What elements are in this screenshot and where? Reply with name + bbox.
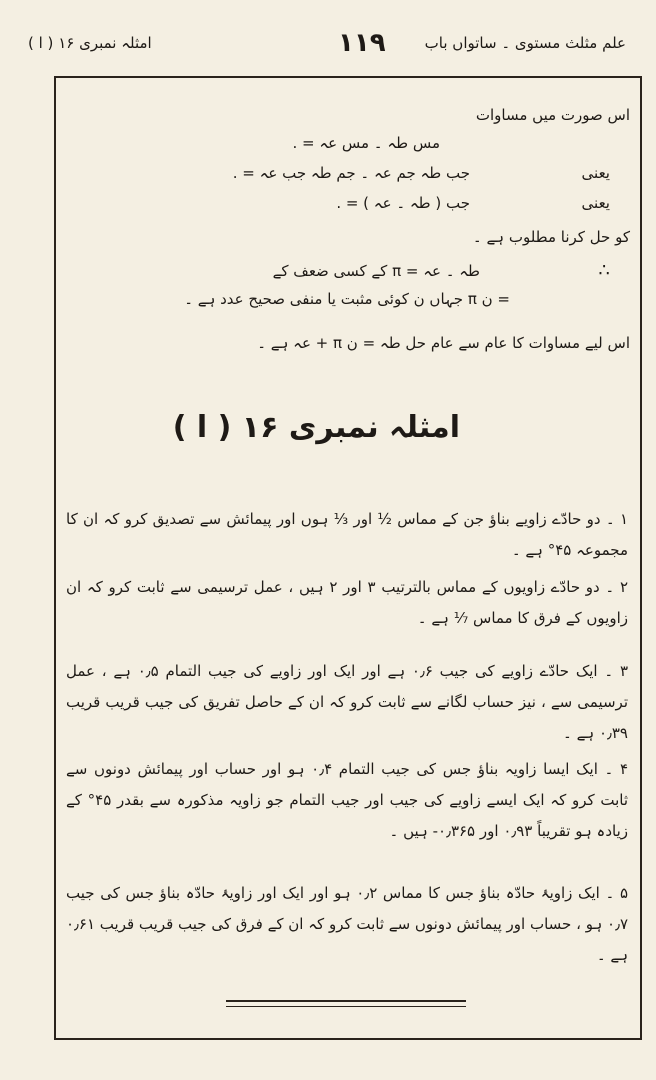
equation-1: مس طہ ۔ مس عہ = . — [292, 134, 440, 152]
equation-5: = ن π جہاں ن کوئی مثبت یا منفی صحیح عدد ہے ۔ — [184, 290, 510, 308]
equation-3: جب ( طہ ۔ عہ ) = . — [336, 194, 470, 212]
equation-label-1: یعنی — [581, 164, 610, 182]
content-frame — [54, 76, 642, 1040]
exercise-1: ۱ ۔ دو حادّے زاویے بناؤ جن کے مماس ½ اور ⅓ ہوں اور پیمائش سے تصدیق کرو کہ ان کا مجموعہ ۴۵° ہے ۔ — [66, 510, 628, 559]
closing-rule-bottom — [226, 1006, 466, 1007]
intro-line-3: اس لیے مساوات کا عام سے عام حل طہ = ن π + عہ ہے ۔ — [257, 334, 630, 352]
exercise-5: ۵ ۔ ایک زاویۂ حادّہ بناؤ جس کا مماس ۰٫۲ ہو اور ایک اور زاویۂ حادّہ بناؤ جس کی جیب ۰٫۷ ہو ، حساب اور پیمائش دونوں سے ثابت کرو کہ ان کے فرق کی جیب قریب قریب ۰٫۶۱ ہے ۔ — [65, 884, 629, 964]
equation-2: جب طہ جم عہ ۔ جم طہ جب عہ = . — [232, 164, 470, 182]
equation-label-2: یعنی — [581, 194, 610, 212]
running-header-section: امثلہ نمبری ۱۶ ( ا ) — [28, 34, 152, 52]
intro-line-1: اس صورت میں مساوات — [475, 106, 630, 124]
intro-line-2: کو حل کرنا مطلوب ہے ۔ — [472, 228, 630, 246]
section-title: امثلہ نمبری ۱۶ ( ا ) — [172, 410, 460, 445]
page-number: ۱۱۹ — [338, 28, 386, 58]
exercise-2: ۲ ۔ دو حادّے زاویوں کے مماس بالترتیب ۳ اور ۲ ہیں ، عمل ترسیمی سے ثابت کرو کہ ان زاویوں کے فرق کا مماس ⅐ ہے ۔ — [66, 578, 628, 627]
running-header-chapter: علم مثلث مستوی ۔ ساتواں باب — [424, 34, 626, 52]
exercise-3: ۳ ۔ ایک حادّے زاویے کی جیب ۰٫۶ ہے اور ایک اور زاویے کی جیب التمام ۰٫۵ ہے ، عمل ترسیمی سے ، نیز حساب لگانے سے ثابت کرو کہ ان کے حاصل تفریق کی جیب قریب قریب ۰٫۳۹ ہے ۔ — [66, 662, 628, 742]
therefore-symbol: ∴ — [598, 260, 610, 281]
closing-rule-top — [226, 1000, 466, 1002]
exercise-4: ۴ ۔ ایک ایسا زاویہ بناؤ جس کی جیب التمام ۰٫۴ ہو اور حساب اور پیمائش دونوں سے ثابت کرو کہ ایک ایسے زاویے کی جیب اور جیب التمام جو زاویہ مذکورہ سے بقدر ۴۵° کے زیادہ ہو تقریباً ۰٫۹۳ اور ۰٫۳۶۵- ہیں ۔ — [66, 760, 629, 840]
equation-4: طہ ۔ عہ = π کے کسی ضعف کے — [272, 262, 480, 280]
